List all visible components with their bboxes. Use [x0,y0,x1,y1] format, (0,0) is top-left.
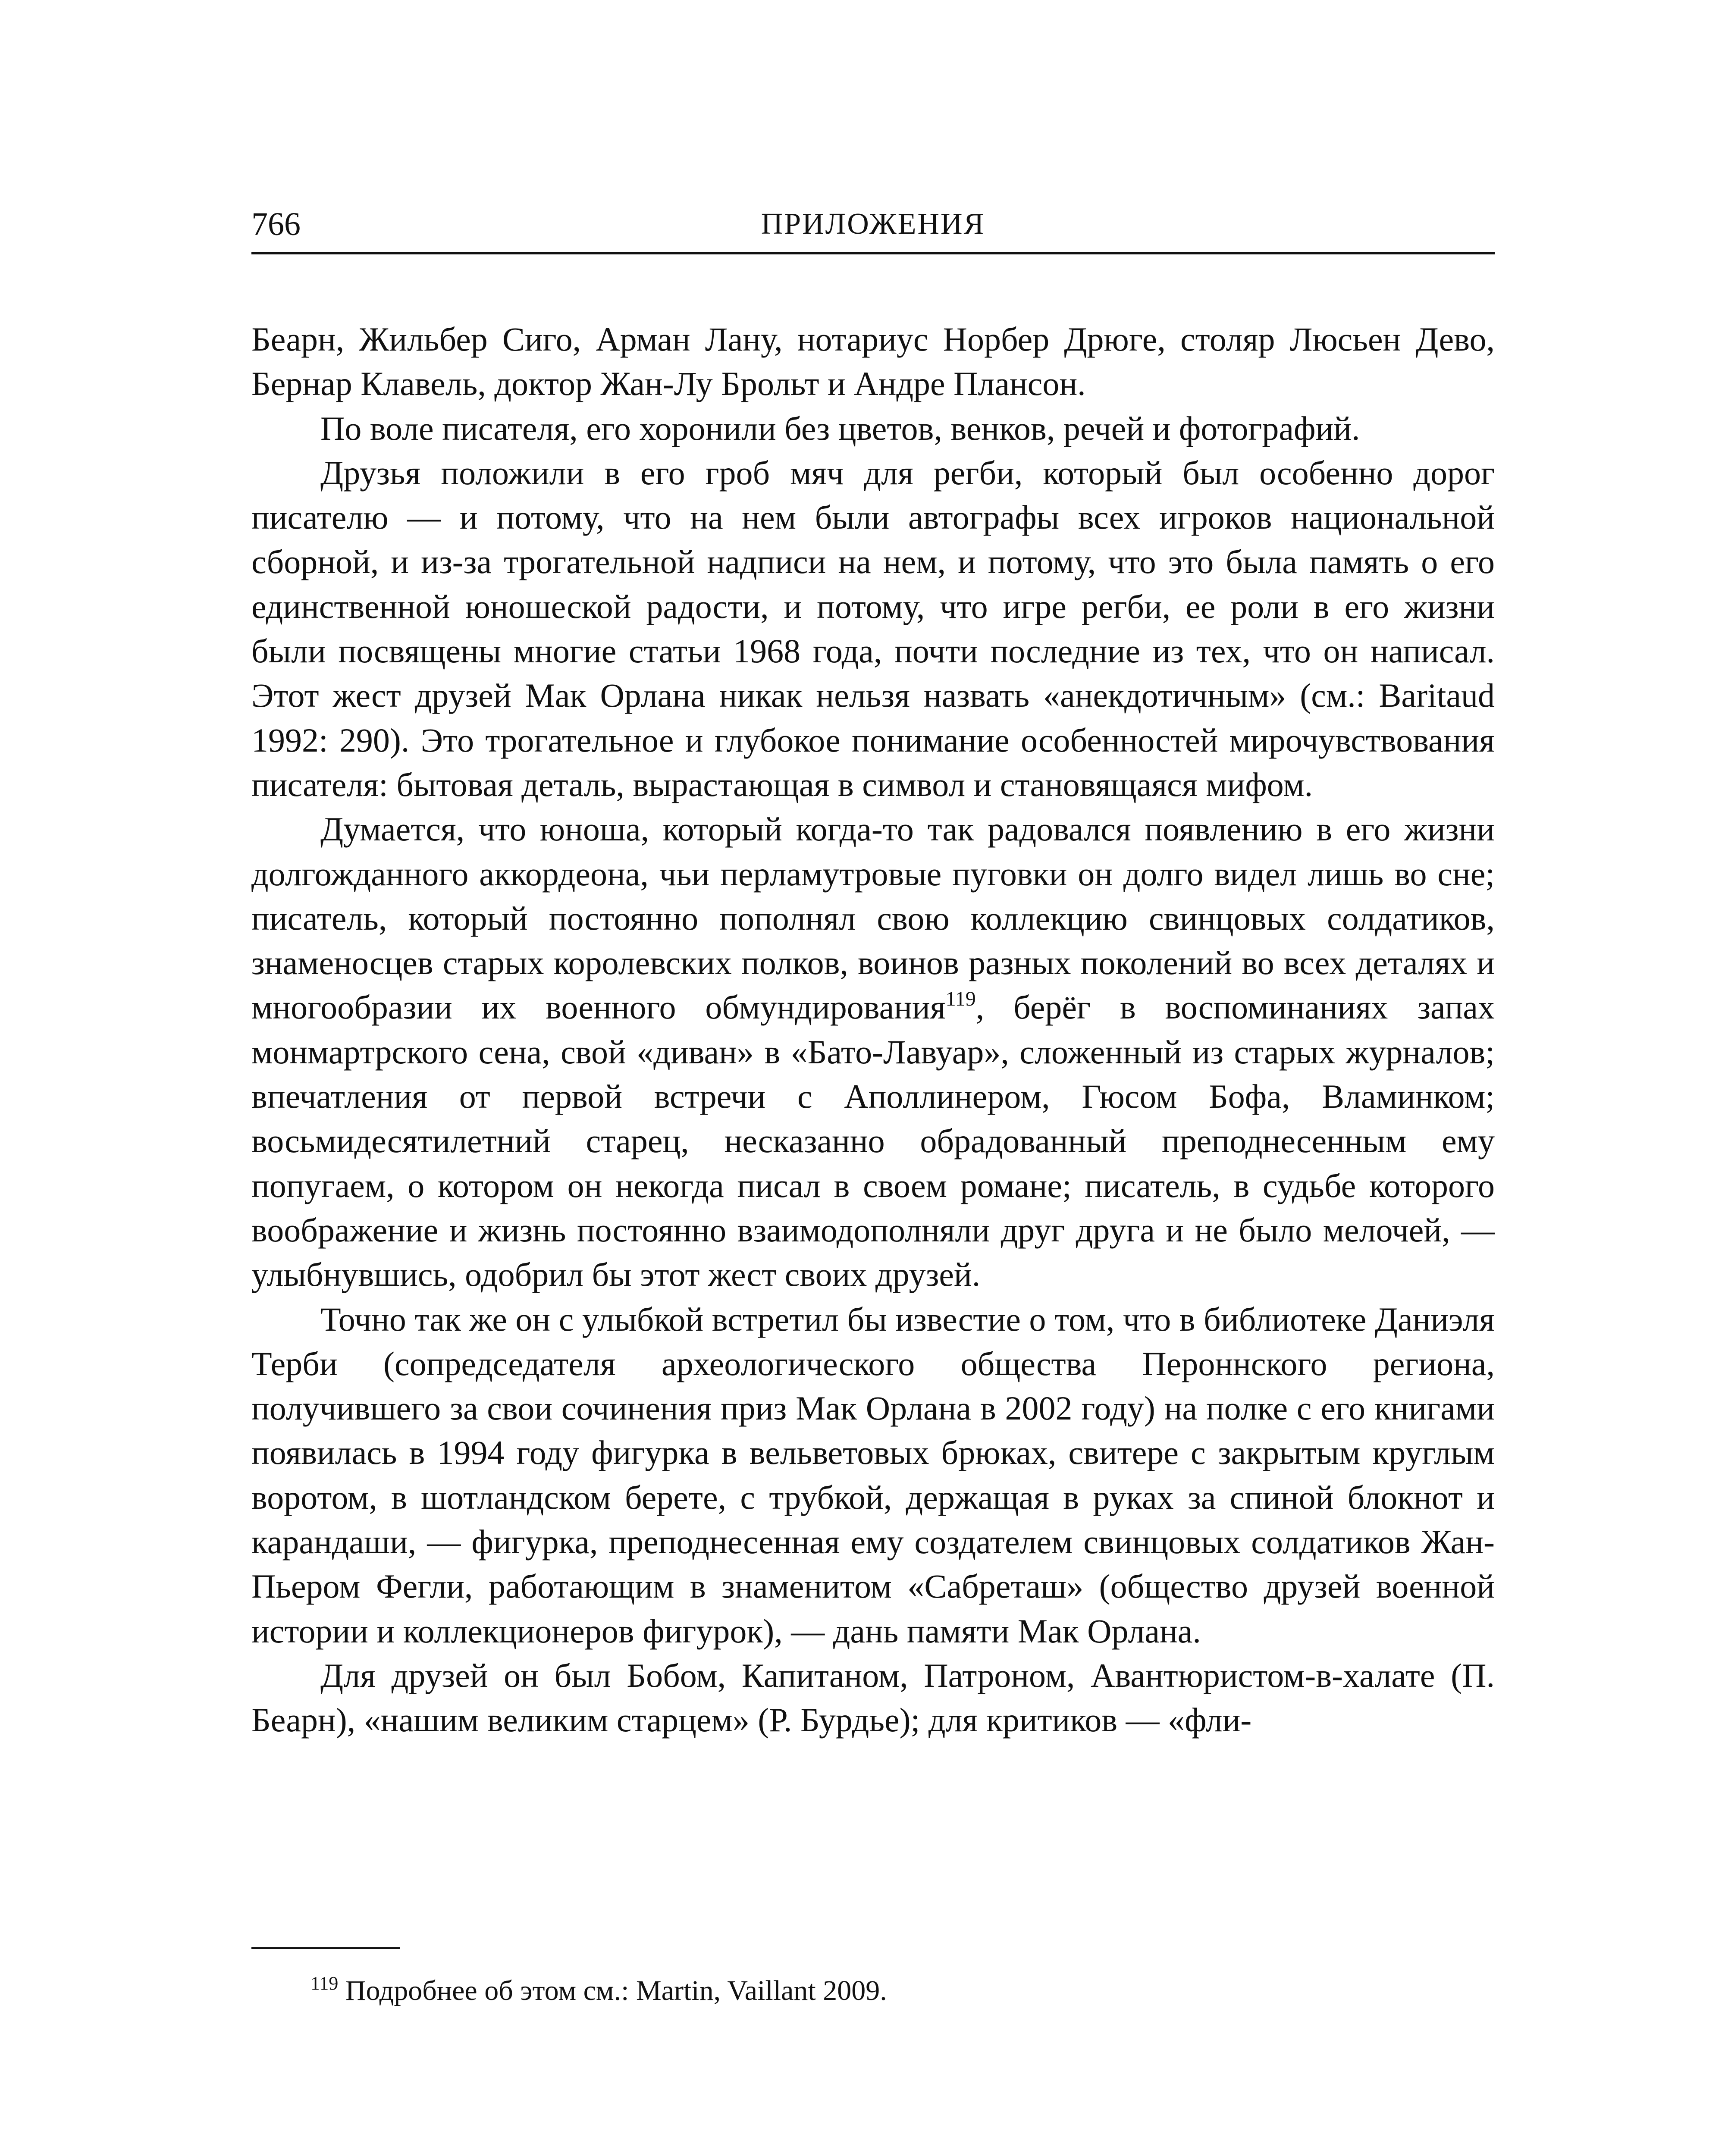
header-rule [251,252,1495,254]
body-text [251,317,1495,1742]
footnote [310,1971,1495,2010]
footnote-text: Подробнее об этом см.: Martin, Vaillant 2009. [338,1975,887,2006]
paragraph-1: Беарн, Жильбер Сиго, Арман Лану, нотариус Норбер Дрюге, столяр Люсьен Дево, Бернар Клавель, доктор Жан-Лу Брольт и Андре Плансон. [251,320,1495,403]
paragraph-6: Для друзей он был Бобом, Капитаном, Патроном, Авантюристом-в-халате (П. Беарн), «нашим великим старцем» (Р. Бурдье); для критиков — «фли- [251,1656,1495,1739]
footnote-separator [251,1947,400,1949]
running-head [251,203,1495,250]
section-title: ПРИЛОЖЕНИЯ [761,207,985,241]
footnote-reference[interactable]: 119 [945,987,976,1011]
paragraph-4-text-start: Думается, что юноша, который когда-то так радовался появлению в его жизни долгожданного аккордеона, чьи перламутровые пуговки он долго видел лишь во сне; писатель, который постоянно пополнял свою коллекцию свинцовых солдатиков, знаменосцев старых королевских полков, воинов разных поколений во всех деталях и многообразии их военного обмундирования [251,810,1495,1026]
paragraph-4-text-end: , берёг в воспоминаниях запах монмартрского сена, свой «диван» в «Бато-Лавуар», сложенный из старых журналов; впечатления от первой встречи с Аполлинером, Гюсом Бофа, Вламинком; восьмидесятилетний старец, несказанно обрадованный преподнесенным ему попугаем, о котором он некогда писал в своем романе; писатель, в судьбе которого воображение и жизнь постоянно взаимодополняли друг друга и не было мелочей, — улыбнувшись, одобрил бы этот жест своих друзей. [251,988,1495,1294]
page-number: 766 [251,206,301,242]
footnote-number: 119 [310,1973,339,1994]
paragraph-5: Точно так же он с улыбкой встретил бы известие о том, что в библиотеке Даниэля Терби (сопредседателя археологического общества Пероннского региона, получившего за свои сочинения приз Мак Орлана в 2002 году) на полке с его книгами появилась в 1994 году фигурка в вельветовых брюках, свитере с закрытым круглым воротом, в шотландском берете, с трубкой, держащая в руках за спиной блокнот и карандаши, — фигурка, преподнесенная ему создателем свинцовых солдатиков Жан-Пьером Фегли, работающим в знаменитом «Сабреташ» (общество друзей военной истории и коллекционеров фигурок), — дань памяти Мак Орлана. [251,1300,1495,1650]
paragraph-2: По воле писателя, его хоронили без цветов, венков, речей и фотографий. [320,409,1360,447]
paragraph-3: Друзья положили в его гроб мяч для регби, который был особенно дорог писателю — и потому, что на нем были автографы всех игроков национальной сборной, и из-за трогательной надписи на нем, и потому, что это была память о его единственной юношеской радости, и потому, что игре регби, ее роли в его жизни были посвящены многие статьи 1968 года, почти последние из тех, что он написал. Этот жест друзей Мак Орлана никак нельзя назвать «анекдотичным» (см.: Baritaud 1992: 290). Это трогательное и глубокое понимание особенностей мирочувствования писателя: бытовая деталь, вырастающая в символ и становящаяся мифом. [251,454,1495,803]
paragraph-4 [251,807,1495,1297]
